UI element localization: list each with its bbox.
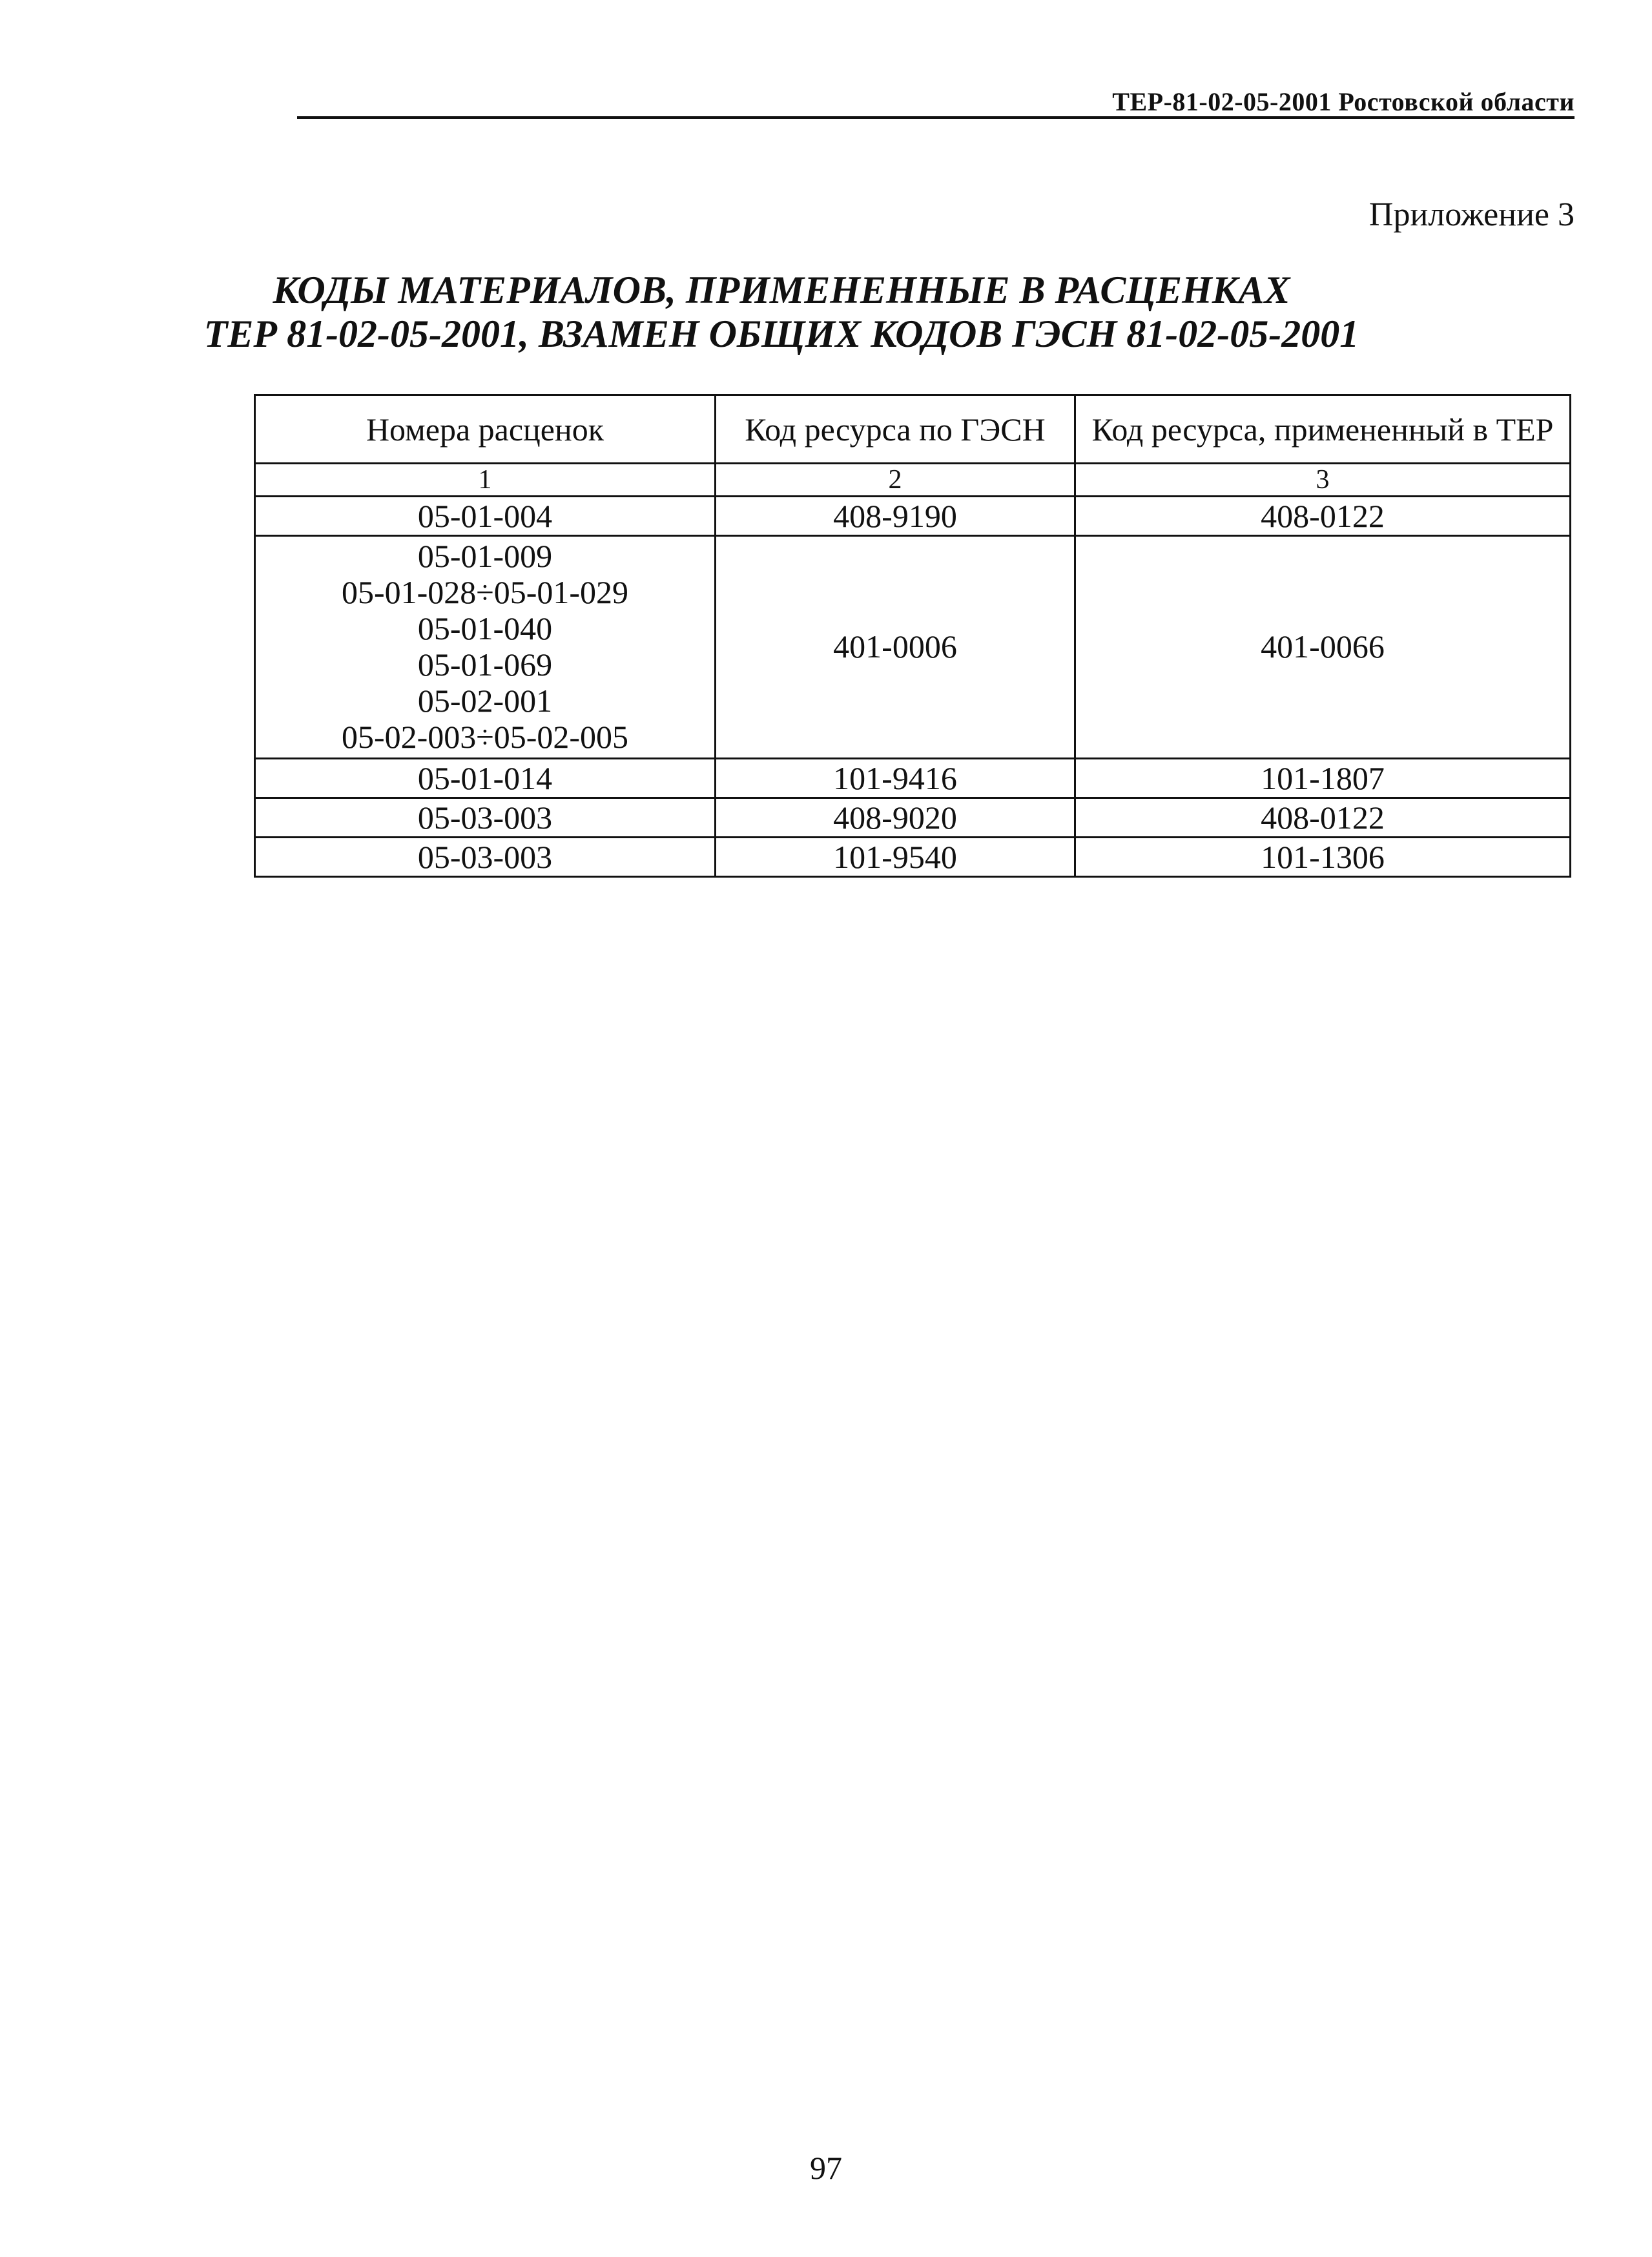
rate-number: 05-02-001 — [417, 683, 553, 719]
table-header-row — [255, 395, 1571, 464]
column-number: 1 — [255, 464, 716, 497]
rate-number: 05-01-028÷05-01-029 — [341, 574, 629, 610]
column-header-ter-code: Код ресурса, примененный в ТЕР — [1075, 395, 1571, 464]
rate-number-cell: 05-03-003 — [255, 798, 716, 838]
title-line-1: КОДЫ МАТЕРИАЛОВ, ПРИМЕНЕННЫЕ В РАСЦЕНКАХ — [273, 269, 1290, 311]
appendix-label: Приложение 3 — [1368, 196, 1575, 233]
rate-number: 05-01-040 — [417, 610, 553, 646]
rate-number-cell: 05-01-004 — [255, 497, 716, 536]
table-row — [255, 798, 1571, 838]
column-header-rates: Номера расценок — [255, 395, 716, 464]
gesn-code-cell: 401-0006 — [716, 536, 1075, 759]
gesn-code-cell: 408-9020 — [716, 798, 1075, 838]
table-row — [255, 838, 1571, 877]
gesn-code-cell: 101-9540 — [716, 838, 1075, 877]
rate-number: 05-02-003÷05-02-005 — [341, 719, 629, 755]
gesn-code-cell: 101-9416 — [716, 759, 1075, 798]
column-header-gesn-code: Код ресурса по ГЭСН — [716, 395, 1075, 464]
document-code: ТЕР-81-02-05-2001 Ростовской области — [1112, 87, 1575, 116]
title-line-2: ТЕР 81-02-05-2001, ВЗАМЕН ОБЩИХ КОДОВ ГЭСН 81-02-05-2001 — [203, 313, 1359, 355]
gesn-code-cell: 408-9190 — [716, 497, 1075, 536]
column-number: 3 — [1075, 464, 1571, 497]
column-number: 2 — [716, 464, 1075, 497]
ter-code-cell: 101-1807 — [1075, 759, 1571, 798]
material-codes-table — [254, 394, 1571, 878]
rate-number-cell: 05-01-014 — [255, 759, 716, 798]
table-row — [255, 536, 1571, 759]
table-row — [255, 497, 1571, 536]
rate-number-cell: 05-03-003 — [255, 838, 716, 877]
column-number-row — [255, 464, 1571, 497]
header-rule — [297, 116, 1575, 119]
rate-number: 05-01-069 — [417, 646, 553, 683]
ter-code-cell: 408-0122 — [1075, 798, 1571, 838]
ter-code-cell: 408-0122 — [1075, 497, 1571, 536]
ter-code-cell: 101-1306 — [1075, 838, 1571, 877]
ter-code-cell: 401-0066 — [1075, 536, 1571, 759]
rate-number-cell — [255, 536, 716, 759]
table-row — [255, 759, 1571, 798]
rate-number: 05-01-009 — [417, 538, 553, 574]
page-number: 97 — [810, 2150, 842, 2186]
